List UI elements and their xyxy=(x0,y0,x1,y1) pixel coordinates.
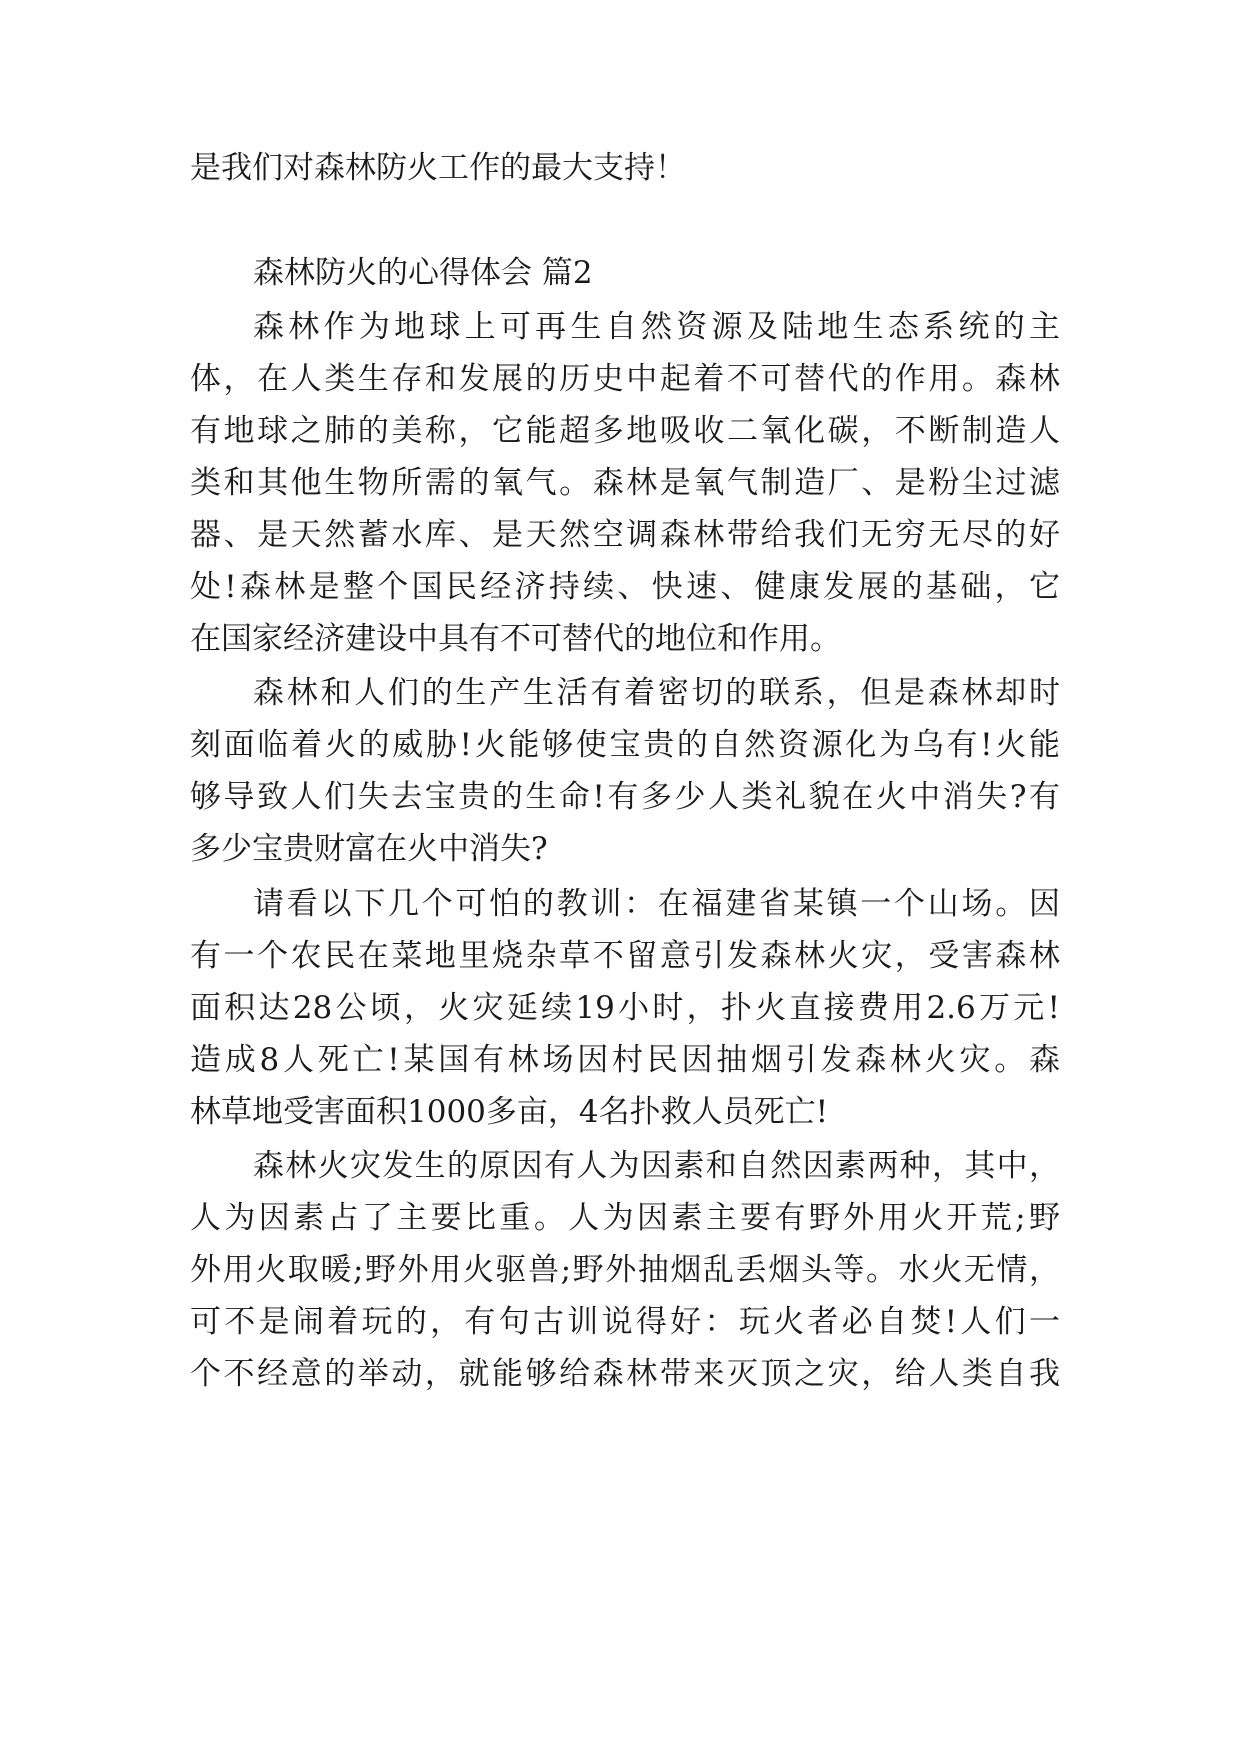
paragraph-line: 人为因素占了主要比重。人为因素主要有野外用火开荒;野 xyxy=(190,1200,1060,1236)
paragraph-line: 造成8人死亡!某国有林场因村民因抽烟引发森林火灾。森 xyxy=(190,1042,1060,1078)
paragraph-line: 森林作为地球上可再生自然资源及陆地生态系统的主 xyxy=(253,309,1060,345)
paragraph-line: 类和其他生物所需的氧气。森林是氧气制造厂、是粉尘过滤 xyxy=(190,465,1060,501)
paragraph-line: 是我们对森林防火工作的最大支持！ xyxy=(190,150,686,186)
paragraph-line: 有一个农民在菜地里烧杂草不留意引发森林火灾，受害森林 xyxy=(190,938,1060,974)
paragraph-line: 多少宝贵财富在火中消失? xyxy=(190,831,548,867)
paragraph-line: 在国家经济建设中具有不可替代的地位和作用。 xyxy=(190,621,841,657)
paragraph-line: 森林火灾发生的原因有人为因素和自然因素两种，其中， xyxy=(253,1148,1060,1184)
paragraph-line: 刻面临着火的威胁!火能够使宝贵的自然资源化为乌有!火能 xyxy=(190,727,1060,763)
paragraph-line: 可不是闹着玩的，有句古训说得好：玩火者必自焚!人们一 xyxy=(190,1304,1060,1340)
paragraph-line: 处!森林是整个国民经济持续、快速、健康发展的基础，它 xyxy=(190,569,1060,605)
paragraph-line: 够导致人们失去宝贵的生命!有多少人类礼貌在火中消失?有 xyxy=(190,779,1060,815)
paragraph-line: 森林和人们的生产生活有着密切的联系，但是森林却时 xyxy=(253,675,1060,711)
paragraph-line: 体，在人类生存和发展的历史中起着不可替代的作用。森林 xyxy=(190,361,1060,397)
paragraph-line: 个不经意的举动，就能够给森林带来灭顶之灾，给人类自我 xyxy=(190,1356,1060,1392)
section-heading: 森林防火的心得体会 篇2 xyxy=(253,255,593,291)
paragraph-line: 器、是天然蓄水库、是天然空调森林带给我们无穷无尽的好 xyxy=(190,517,1060,553)
paragraph-line: 外用火取暖;野外用火驱兽;野外抽烟乱丢烟头等。水火无情， xyxy=(190,1252,1060,1288)
paragraph-line: 面积达28公顷，火灾延续19小时，扑火直接费用2.6万元! xyxy=(190,990,1060,1026)
paragraph-line: 林草地受害面积1000多亩，4名扑救人员死亡! xyxy=(190,1094,829,1130)
paragraph-line: 请看以下几个可怕的教训：在福建省某镇一个山场。因 xyxy=(253,886,1060,922)
paragraph-line: 有地球之肺的美称，它能超多地吸收二氧化碳，不断制造人 xyxy=(190,413,1060,449)
